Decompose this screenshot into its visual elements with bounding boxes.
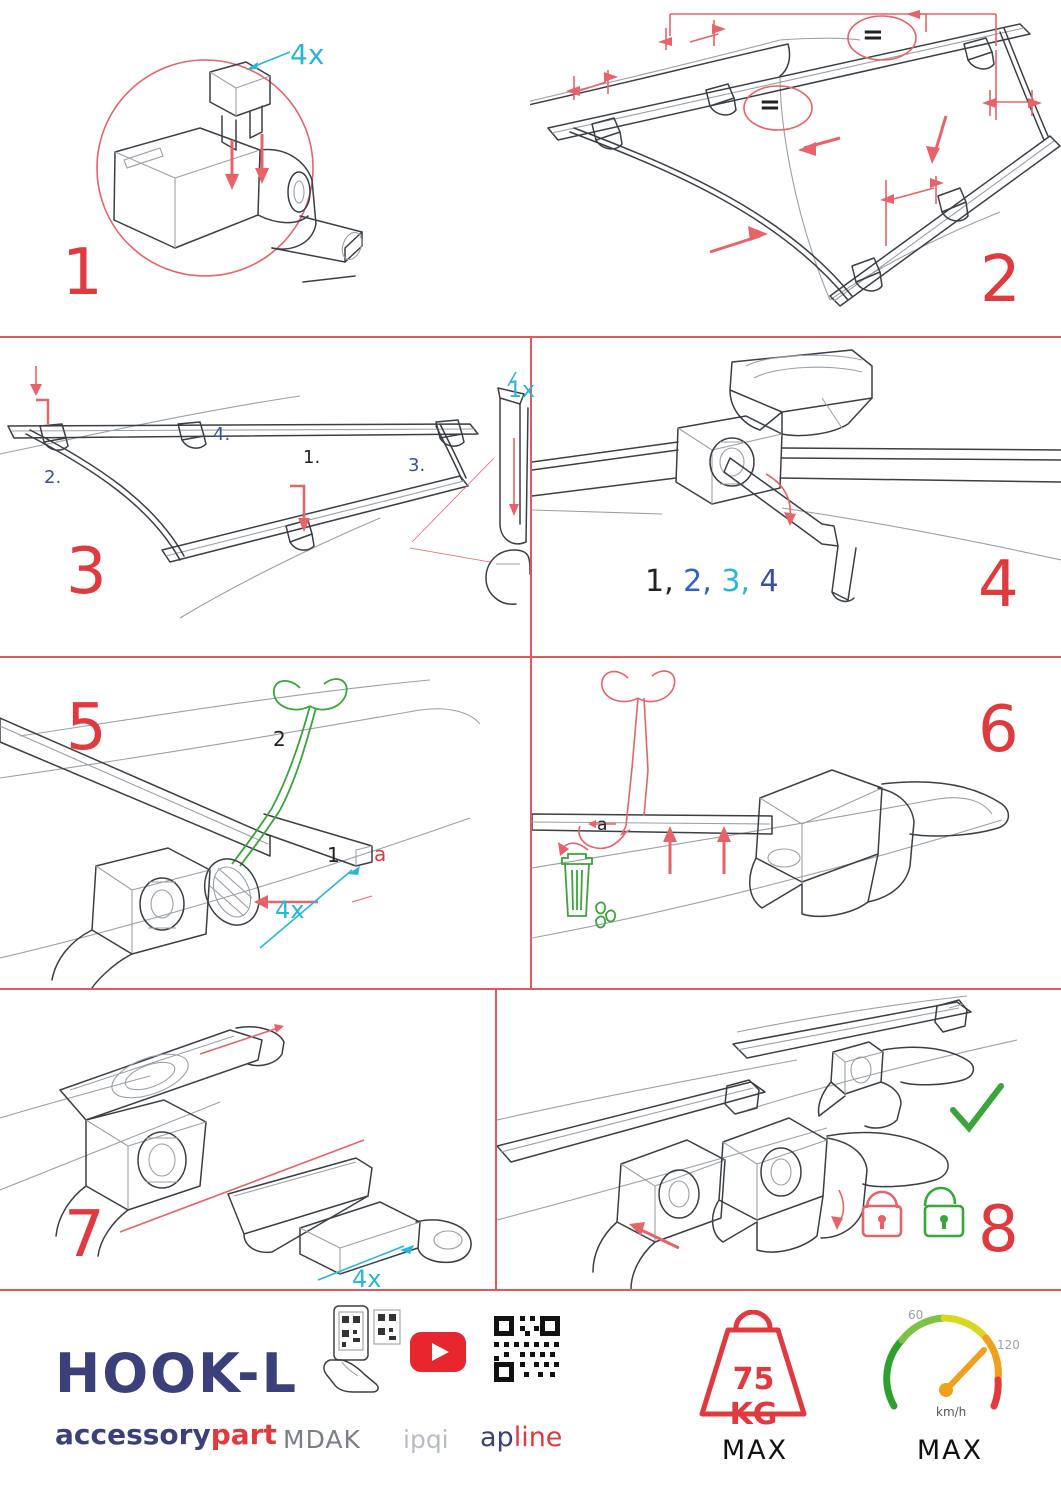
speed-unit-label: km/h [936, 1405, 967, 1419]
speed-tick-120: 120 [997, 1338, 1020, 1352]
speed-tick-60: 60 [908, 1308, 924, 1322]
step5-qty-label: 4x [275, 896, 305, 924]
step3-label-3: 3. [408, 455, 426, 476]
scan-qr-phone-icon[interactable] [320, 1304, 406, 1394]
brand-second: part [210, 1418, 277, 1451]
step4-order-label: 1, 2, 3, 4 [645, 564, 779, 599]
load-limit-value: 75 KG [729, 1362, 778, 1432]
step1-qty-label: 4x [290, 38, 325, 71]
qr-code-icon[interactable] [492, 1314, 562, 1384]
step-number-2: 2 [980, 243, 1022, 317]
logo-apline [480, 1422, 562, 1453]
brand-accessorypart [55, 1418, 277, 1451]
step-8-illustration [497, 990, 1061, 1289]
step3-qty-label: 1x [508, 378, 536, 403]
product-title: HOOK-L [55, 1342, 298, 1405]
speed-limit-caption: MAX [916, 1435, 984, 1466]
step2-equal-2: = [759, 90, 781, 120]
step6-label-a: a [597, 815, 608, 835]
apline-ap: ap [480, 1422, 514, 1453]
step5-label-2: 2 [273, 727, 286, 751]
step3-label-4: 4. [213, 424, 231, 445]
youtube-icon[interactable] [410, 1332, 466, 1372]
step3-label-1: 1. [303, 447, 321, 468]
step3-label-2: 2. [44, 467, 62, 488]
logo-ipqi: ipqi [403, 1425, 449, 1454]
step-number-7: 7 [64, 1198, 106, 1272]
step-number-3: 3 [66, 535, 108, 609]
footer [0, 1290, 1061, 1500]
step7-qty-label: 4x [352, 1265, 382, 1293]
brand-first: accessory [55, 1418, 211, 1451]
step-number-1: 1 [62, 236, 104, 310]
step-number-4: 4 [978, 548, 1020, 622]
step2-equal-1: = [862, 20, 884, 50]
step-number-8: 8 [978, 1193, 1020, 1267]
step-number-6: 6 [978, 693, 1020, 767]
load-limit-caption: MAX [721, 1435, 789, 1466]
logo-mdak: MDAK [283, 1425, 361, 1454]
step5-label-1: 1 [327, 843, 340, 867]
step-number-5: 5 [66, 691, 108, 765]
apline-line: line [513, 1422, 563, 1453]
step5-label-a: a [374, 842, 387, 866]
